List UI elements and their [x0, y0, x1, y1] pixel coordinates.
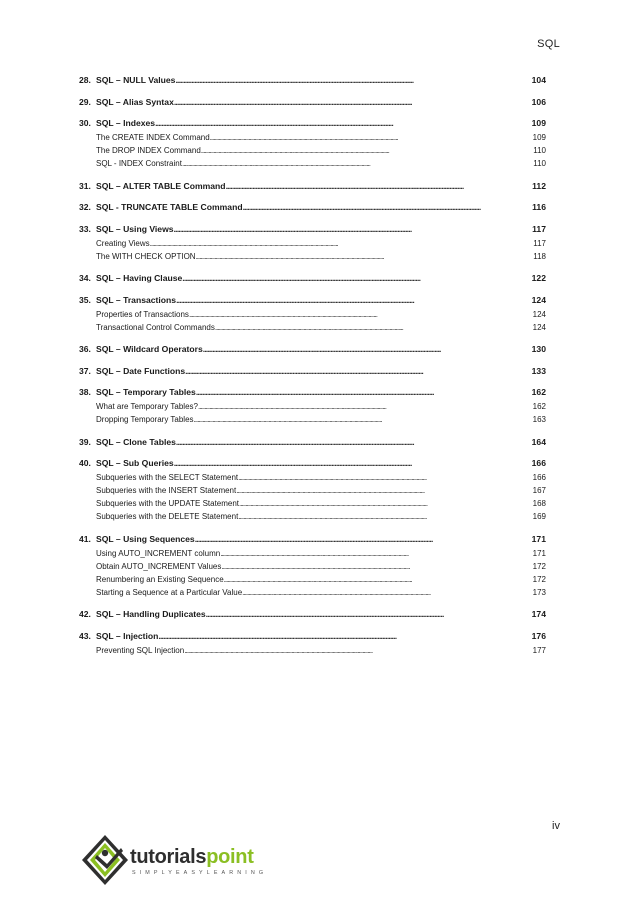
dot-leader [174, 223, 531, 235]
subsection-title: The DROP INDEX Command [96, 146, 201, 155]
dot-leader [155, 117, 530, 129]
chapter-page-number: 130 [531, 344, 546, 354]
chapter-number: 39. [79, 436, 91, 447]
dot-leader [176, 436, 530, 448]
dot-leader [221, 560, 530, 573]
subsection-title: Subqueries with the DELETE Statement [96, 512, 239, 521]
chapter-title: SQL – Temporary Tables [96, 387, 196, 397]
chapter-number: 41. [79, 533, 91, 544]
toc-subsection-entry[interactable] [79, 413, 546, 426]
toc-subsection-entry[interactable] [79, 484, 546, 497]
chapter-page-number: 124 [531, 294, 546, 305]
toc-chapter-entry[interactable] [79, 117, 546, 129]
subsection-title: Properties of Transactions [96, 309, 189, 319]
subsection-page-number: 124 [532, 322, 546, 332]
chapter-page-number: 162 [531, 387, 546, 397]
chapter-title: SQL – Using Views [96, 223, 174, 234]
toc-section [79, 117, 546, 170]
page-number: iv [552, 820, 560, 832]
chapter-page-number: 174 [531, 609, 546, 619]
subsection-title: The WITH CHECK OPTION [96, 251, 196, 261]
subsection-title: Obtain AUTO_INCREMENT Values [96, 561, 222, 571]
dot-leader [196, 386, 530, 398]
subsection-page-number: 117 [533, 238, 546, 248]
subsection-page-number: 163 [532, 415, 546, 424]
subsection-title: SQL - INDEX Constraint [96, 159, 182, 168]
dot-leader [150, 237, 532, 250]
toc-chapter-entry[interactable] [79, 457, 546, 469]
toc-chapter-entry[interactable] [79, 533, 546, 545]
toc-section [79, 630, 546, 657]
dot-leader [203, 343, 530, 355]
toc-section [79, 294, 546, 334]
chapter-page-number: 106 [531, 96, 546, 107]
chapter-title: SQL – Sub Queries [96, 458, 174, 468]
chapter-title: SQL – Injection [96, 630, 159, 641]
dot-leader [196, 250, 532, 263]
subsection-page-number: 177 [532, 645, 546, 655]
logo-wordmark [130, 846, 254, 869]
subsection-title: What are Temporary Tables? [96, 402, 198, 411]
dot-leader [242, 586, 530, 599]
dot-leader [206, 608, 530, 620]
toc-subsection-entry[interactable] [79, 497, 546, 510]
dot-leader [194, 413, 531, 426]
chapter-page-number: 122 [531, 273, 546, 283]
subsection-title: Starting a Sequence at a Particular Value [96, 587, 243, 597]
dot-leader [238, 471, 530, 484]
running-header: SQL [537, 38, 560, 50]
subsection-title: Subqueries with the UPDATE Statement [96, 499, 240, 508]
logo-word-tutorials: tutorials [130, 846, 207, 868]
chapter-number: 35. [79, 294, 91, 305]
toc-chapter-entry[interactable] [79, 96, 546, 108]
chapter-number: 42. [79, 609, 91, 619]
subsection-page-number: 162 [532, 402, 546, 411]
toc-section [79, 180, 546, 192]
dot-leader [158, 630, 529, 642]
toc-chapter-entry[interactable] [79, 608, 546, 620]
subsection-page-number: 109 [532, 133, 546, 142]
dot-leader [174, 457, 530, 469]
toc-section [79, 201, 546, 213]
chapter-page-number: 117 [532, 223, 546, 234]
subsection-page-number: 169 [532, 512, 546, 521]
toc-chapter-entry[interactable] [79, 180, 546, 192]
toc-subsection-entry[interactable] [79, 547, 546, 560]
tutorialspoint-logo [79, 832, 279, 888]
toc-section [79, 223, 546, 263]
chapter-title: SQL – Transactions [96, 294, 177, 305]
chapter-title: SQL – Clone Tables [96, 436, 176, 447]
subsection-page-number: 110 [533, 159, 546, 168]
chapter-title: SQL – Handling Duplicates [96, 609, 206, 619]
toc-chapter-entry[interactable] [79, 294, 546, 306]
subsection-page-number: 171 [532, 548, 546, 558]
toc-subsection-entry[interactable] [79, 157, 546, 170]
dot-leader [238, 510, 530, 523]
subsection-page-number: 124 [532, 309, 546, 319]
chapter-number: 31. [79, 180, 91, 191]
dot-leader [185, 365, 530, 377]
logo-emblem-icon [79, 832, 131, 888]
toc-chapter-entry[interactable] [79, 272, 546, 284]
chapter-title: SQL - TRUNCATE TABLE Command [96, 202, 243, 212]
dot-leader [174, 96, 530, 108]
chapter-title: SQL – NULL Values [96, 75, 176, 85]
toc-section [79, 365, 546, 377]
chapter-title: SQL – ALTER TABLE Command [96, 180, 226, 191]
dot-leader [182, 272, 529, 284]
chapter-number: 37. [79, 365, 91, 376]
chapter-title: SQL – Having Clause [96, 273, 183, 283]
dot-leader [198, 400, 531, 413]
subsection-title: The CREATE INDEX Command [96, 133, 210, 142]
toc-subsection-entry[interactable] [79, 586, 546, 599]
chapter-page-number: 166 [531, 458, 546, 468]
toc-chapter-entry[interactable] [79, 343, 546, 355]
logo-tagline: SIMPLYEASYLEARNING [132, 870, 268, 876]
toc-section [79, 533, 546, 599]
subsection-page-number: 173 [532, 587, 546, 597]
dot-leader [176, 294, 530, 306]
dot-leader [239, 497, 531, 510]
subsection-page-number: 172 [532, 574, 546, 584]
toc-chapter-entry[interactable] [79, 74, 546, 86]
toc-subsection-entry[interactable] [79, 144, 546, 157]
chapter-title: SQL – Alias Syntax [96, 96, 174, 107]
chapter-number: 43. [79, 630, 91, 641]
dot-leader [201, 144, 531, 157]
dot-leader [236, 484, 530, 497]
subsection-title: Dropping Temporary Tables [96, 415, 194, 424]
dot-leader [189, 308, 531, 321]
subsection-title: Creating Views [96, 238, 150, 248]
dot-leader [210, 131, 531, 144]
toc-subsection-entry[interactable] [79, 237, 546, 250]
dot-leader [215, 321, 531, 334]
chapter-number: 28. [79, 75, 91, 85]
chapter-title: SQL – Wildcard Operators [96, 344, 203, 354]
subsection-title: Renumbering an Existing Sequence [96, 574, 224, 584]
subsection-page-number: 166 [532, 473, 546, 482]
subsection-title: Preventing SQL Injection [96, 645, 185, 655]
chapter-page-number: 176 [531, 630, 546, 641]
chapter-number: 38. [79, 387, 91, 397]
dot-leader [220, 547, 530, 560]
table-of-contents [79, 74, 546, 666]
subsection-page-number: 118 [533, 251, 546, 261]
dot-leader [182, 157, 531, 170]
toc-section [79, 343, 546, 355]
toc-section [79, 96, 546, 108]
toc-chapter-entry[interactable] [79, 630, 546, 642]
toc-chapter-entry[interactable] [79, 386, 546, 398]
toc-chapter-entry[interactable] [79, 365, 546, 377]
toc-subsection-entry[interactable] [79, 560, 546, 573]
dot-leader [224, 573, 531, 586]
toc-section [79, 74, 546, 86]
chapter-number: 36. [79, 344, 91, 354]
toc-subsection-entry[interactable] [79, 321, 546, 334]
chapter-number: 40. [79, 458, 91, 468]
subsection-title: Transactional Control Commands [96, 322, 215, 332]
toc-section [79, 457, 546, 523]
toc-subsection-entry[interactable] [79, 573, 546, 586]
subsection-page-number: 167 [532, 486, 546, 495]
chapter-number: 29. [79, 96, 91, 107]
chapter-title: SQL – Date Functions [96, 365, 186, 376]
dot-leader [175, 74, 529, 86]
toc-section [79, 386, 546, 426]
subsection-title: Subqueries with the INSERT Statement [96, 486, 237, 495]
toc-subsection-entry[interactable] [79, 471, 546, 484]
chapter-page-number: 133 [531, 365, 546, 376]
toc-subsection-entry[interactable] [79, 131, 546, 144]
toc-chapter-entry[interactable] [79, 201, 546, 213]
chapter-page-number: 112 [532, 180, 546, 191]
chapter-title: SQL – Using Sequences [96, 533, 195, 544]
toc-subsection-entry[interactable] [79, 308, 546, 321]
chapter-page-number: 116 [532, 202, 546, 212]
chapter-page-number: 104 [531, 75, 546, 85]
toc-chapter-entry[interactable] [79, 436, 546, 448]
chapter-title: SQL – Indexes [96, 118, 156, 128]
subsection-title: Using AUTO_INCREMENT column [96, 548, 221, 558]
toc-subsection-entry[interactable] [79, 250, 546, 263]
toc-section [79, 608, 546, 620]
toc-subsection-entry[interactable] [79, 644, 546, 657]
toc-section [79, 272, 546, 284]
chapter-page-number: 171 [531, 533, 546, 544]
subsection-page-number: 172 [532, 561, 546, 571]
logo-word-point: point [206, 846, 254, 868]
subsection-page-number: 168 [532, 499, 546, 508]
dot-leader [195, 533, 530, 545]
chapter-page-number: 164 [531, 436, 546, 447]
chapter-number: 33. [79, 223, 91, 234]
dot-leader [184, 644, 530, 657]
dot-leader [226, 180, 531, 192]
chapter-number: 32. [79, 202, 91, 212]
toc-subsection-entry[interactable] [79, 510, 546, 523]
subsection-title: Subqueries with the SELECT Statement [96, 473, 239, 482]
dot-leader [243, 201, 531, 213]
chapter-number: 34. [79, 273, 91, 283]
toc-subsection-entry[interactable] [79, 400, 546, 413]
subsection-page-number: 110 [533, 146, 546, 155]
toc-section [79, 436, 546, 448]
toc-chapter-entry[interactable] [79, 223, 546, 235]
chapter-number: 30. [79, 118, 91, 128]
chapter-page-number: 109 [531, 118, 546, 128]
